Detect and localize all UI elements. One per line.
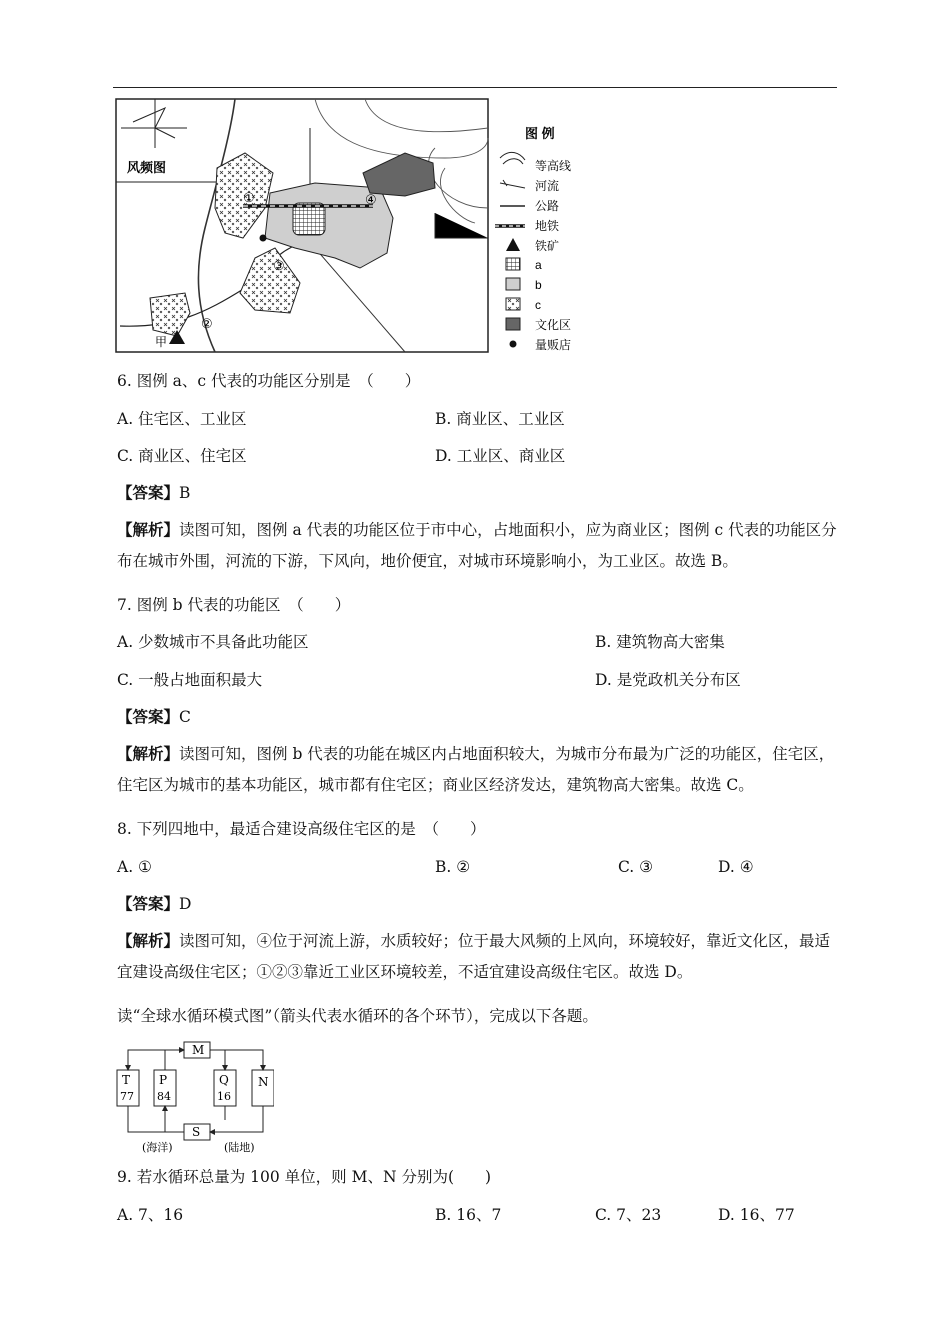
answer-value: B <box>179 484 191 502</box>
q8-analysis <box>117 925 837 988</box>
q9-option-a[interactable]: A. 7、16 <box>117 1206 184 1224</box>
q6-option-b[interactable]: B. 商业区、工业区 <box>435 410 565 428</box>
q6-option-a[interactable]: A. 住宅区、工业区 <box>117 410 247 428</box>
node-q-value: 16 <box>217 1090 231 1103</box>
q8-option-b[interactable]: B. ② <box>435 858 471 876</box>
svg-text:地铁: 地铁 <box>535 219 560 233</box>
node-q: Q <box>219 1073 229 1087</box>
answer-tag: 【答案】 <box>117 707 180 726</box>
q6-option-d[interactable]: D. 工业区、商业区 <box>435 447 566 465</box>
q7-stem: 7. 图例 b 代表的功能区 （ ） <box>117 596 351 614</box>
svg-text:文化区: 文化区 <box>535 318 572 332</box>
q7-option-c[interactable]: C. 一般占地面积最大 <box>117 671 263 689</box>
legend <box>495 126 571 352</box>
answer-tag: 【答案】 <box>117 483 180 502</box>
node-t-value: 77 <box>120 1090 134 1103</box>
svg-text:量贩店: 量贩店 <box>535 338 572 352</box>
answer-value: D <box>179 895 192 913</box>
marker-2: ② <box>201 317 213 332</box>
q9-option-c[interactable]: C. 7、23 <box>595 1206 662 1224</box>
node-s: S <box>192 1125 201 1139</box>
analysis-tag: 【解析】 <box>117 931 180 950</box>
q9-option-d[interactable]: D. 16、77 <box>718 1206 795 1224</box>
label-land: (陆地) <box>224 1141 255 1154</box>
section-intro: 读“全球水循环模式图”（箭头代表水循环的各个环节），完成以下各题。 <box>117 1007 598 1025</box>
q6-stem: 6. 图例 a、c 代表的功能区分别是 （ ） <box>117 372 421 390</box>
svg-text:等高线: 等高线 <box>535 159 572 173</box>
svg-text:a: a <box>535 258 542 272</box>
analysis-tag: 【解析】 <box>117 744 180 763</box>
q9-option-b[interactable]: B. 16、7 <box>435 1206 502 1224</box>
q8-stem: 8. 下列四地中，最适合建设高级住宅区的是 （ ） <box>117 820 486 838</box>
node-p: P <box>159 1073 168 1087</box>
q7-option-d[interactable]: D. 是党政机关分布区 <box>595 671 741 689</box>
svg-text:公路: 公路 <box>535 199 560 213</box>
header-rule <box>113 87 837 88</box>
place-jia: 甲 <box>155 335 168 349</box>
q6-answer <box>117 483 190 503</box>
q9-stem: 9. 若水循环总量为 100 单位，则 M、N 分别为( ) <box>117 1168 492 1186</box>
legend-title: 图 例 <box>525 126 555 141</box>
svg-text:b: b <box>535 278 542 292</box>
svg-text:铁矿: 铁矿 <box>535 239 560 253</box>
q7-option-a[interactable]: A. 少数城市不具备此功能区 <box>117 633 309 651</box>
q6-option-c[interactable]: C. 商业区、住宅区 <box>117 447 247 465</box>
q7-option-b[interactable]: B. 建筑物高大密集 <box>595 633 725 651</box>
svg-text:河流: 河流 <box>535 179 560 193</box>
q8-answer <box>117 894 191 914</box>
analysis-text: 读图可知，④位于河流上游，水质较好；位于最大风频的上风向，环境较好，靠近文化区，最适宜建设高级住宅区；①②③靠近工业区环境较差，不适宜建设高级住宅区。故选 D。 <box>117 932 831 981</box>
q7-analysis <box>117 738 837 801</box>
svg-text:c: c <box>535 298 541 312</box>
q8-option-c[interactable]: C. ③ <box>618 858 654 876</box>
label-ocean: (海洋) <box>142 1141 173 1154</box>
analysis-text: 读图可知，图例 a 代表的功能区位于市中心，占地面积小，应为商业区；图例 c 代表的功能区分布在城市外围，河流的下游，下风向，地价便宜，对城市环境影响小，为工业区。故选 B。 <box>117 521 837 570</box>
analysis-tag: 【解析】 <box>117 520 180 539</box>
answer-value: C <box>179 708 191 726</box>
q7-answer <box>117 707 191 727</box>
node-n: N <box>258 1075 269 1089</box>
analysis-text: 读图可知，图例 b 代表的功能在城区内占地面积较大，为城市分布最为广泛的功能区，住宅区，住宅区为城市的基本功能区，城市都有住宅区；商业区经济发达，建筑物高大密集。故选 C。 <box>117 745 835 794</box>
city-map-figure <box>115 98 590 355</box>
water-cycle-figure <box>114 1040 274 1155</box>
marker-1: ① <box>243 191 255 206</box>
node-p-value: 84 <box>157 1090 171 1103</box>
marker-4: ④ <box>365 193 377 208</box>
answer-tag: 【答案】 <box>117 894 180 913</box>
marker-3: ③ <box>273 259 285 274</box>
wind-chart-label: 风频图 <box>127 160 167 175</box>
q8-option-a[interactable]: A. ① <box>117 858 152 876</box>
node-t: T <box>122 1073 131 1087</box>
q6-analysis <box>117 514 837 577</box>
q8-option-d[interactable]: D. ④ <box>718 858 754 876</box>
node-m: M <box>192 1043 205 1057</box>
